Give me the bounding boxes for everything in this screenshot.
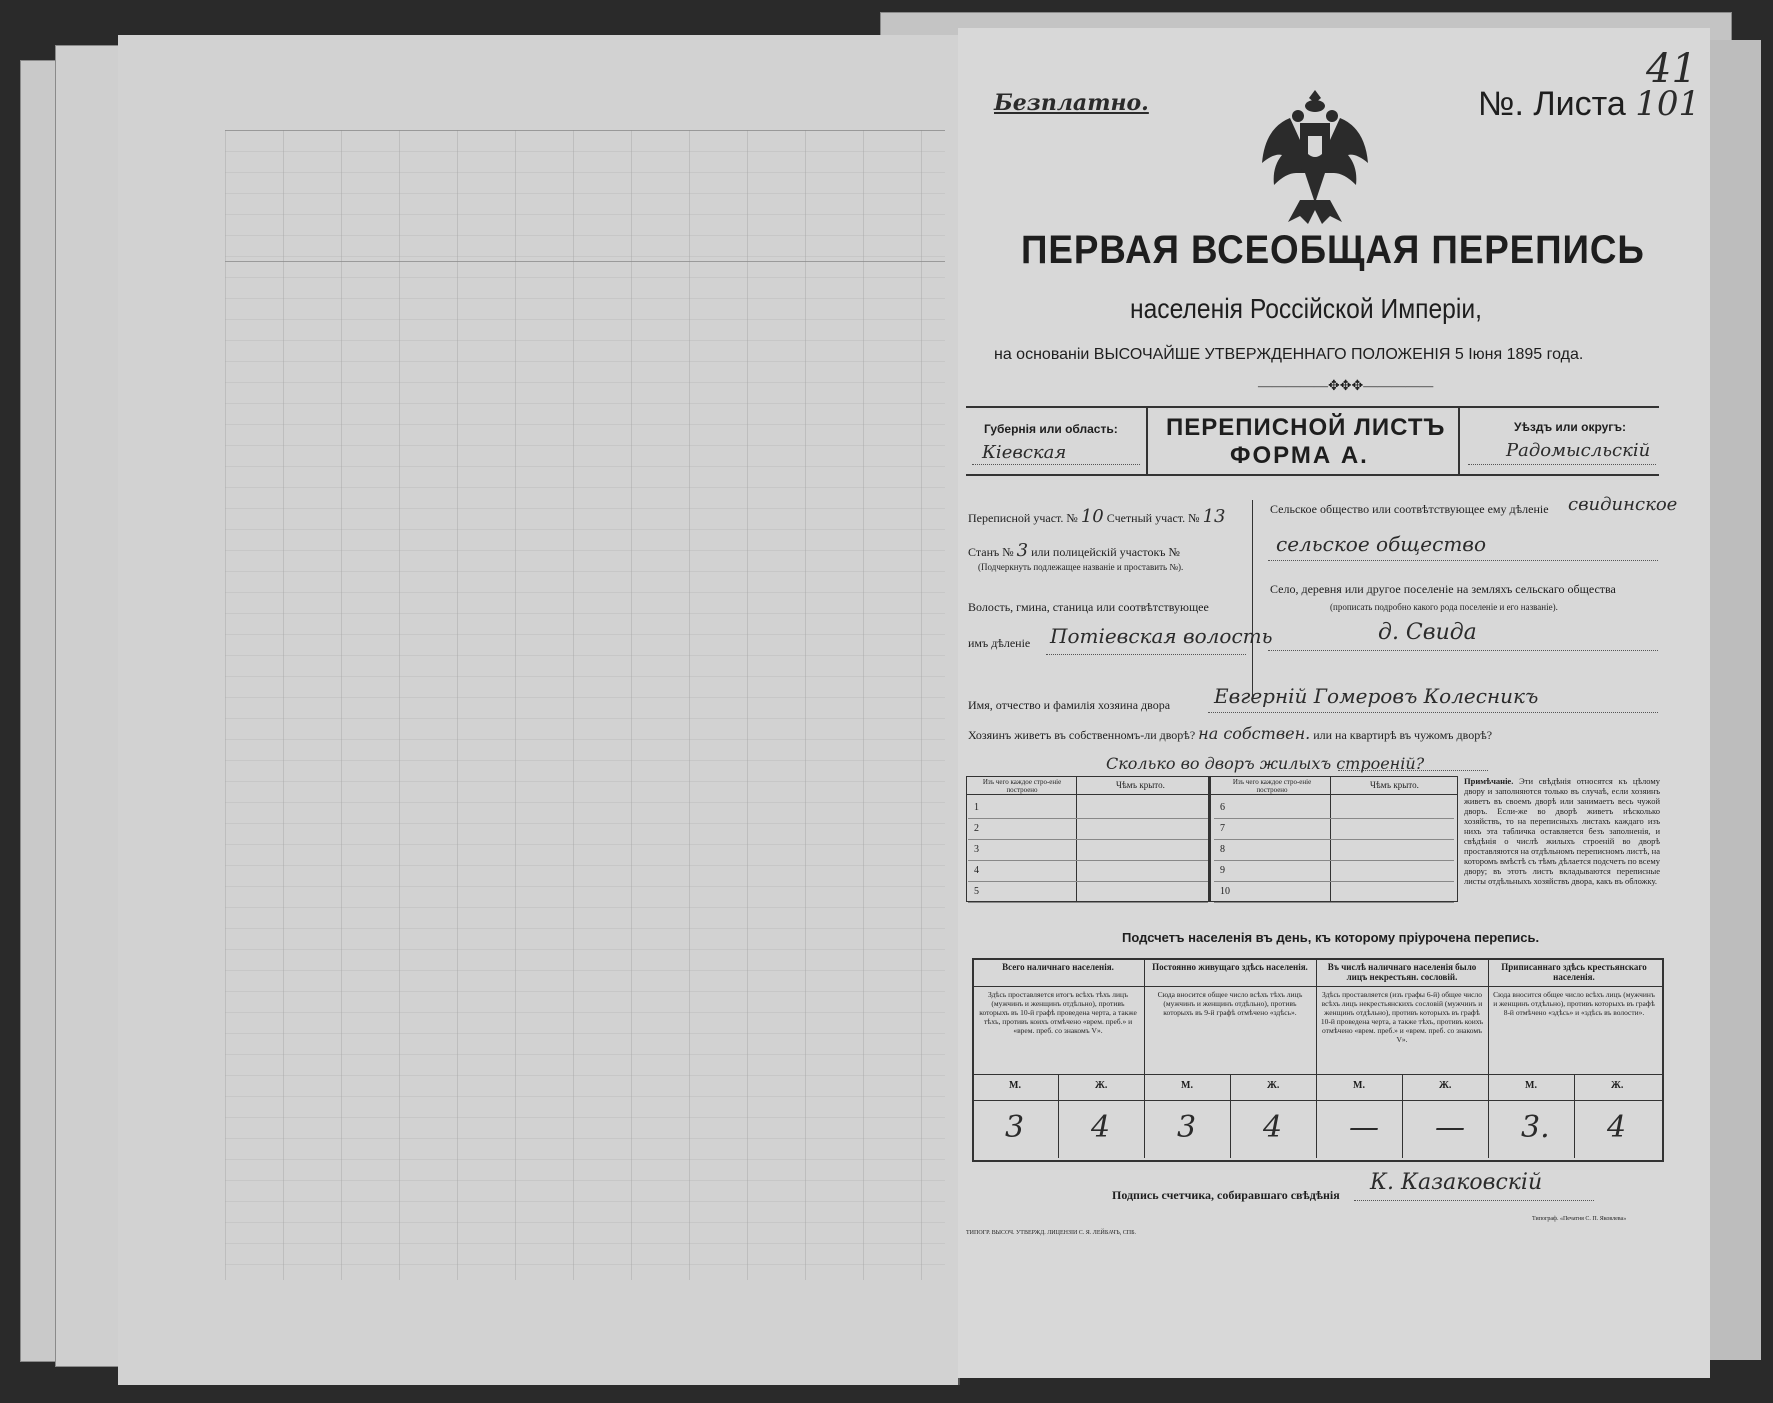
district-label: Уѣздъ или округъ:: [1514, 420, 1627, 434]
count-female-label: Ж.: [1267, 1080, 1280, 1091]
double-headed-eagle-icon: [1260, 88, 1370, 228]
buildings-right-row-number: 10: [1220, 886, 1230, 897]
count-male-value: —: [1349, 1110, 1379, 1145]
village-label: Село, деревня или другое поселеніе на земляхъ сельскаго общества: [1270, 582, 1616, 596]
volost-label-line2: имъ дѣленіе: [968, 636, 1031, 650]
count-table-row-rule: [972, 1100, 1662, 1101]
province-value: Кіевская: [982, 442, 1067, 463]
count-female-label: Ж.: [1095, 1080, 1108, 1091]
buildings-right-row-number: 6: [1220, 802, 1225, 813]
count-sex-split-rule: [1230, 1074, 1231, 1158]
count-table-row-rule: [972, 986, 1662, 987]
buildings-right-row-rule: [1214, 902, 1454, 903]
count-male-label: М.: [1181, 1080, 1193, 1091]
owner-name-label: Имя, отчество и фамилія хозяина двора: [968, 698, 1171, 712]
buildings-left-row-number: 1: [974, 802, 979, 813]
buildings-left-row-rule: [968, 818, 1208, 819]
corner-folio-number: 41: [1646, 46, 1697, 92]
signature-underline: [1354, 1200, 1594, 1201]
buildings-right-row-rule: [1214, 860, 1454, 861]
count-female-value: 4: [1091, 1110, 1111, 1145]
free-label: Безплатно.: [994, 90, 1149, 116]
buildings-col-material-left: Изъ чего каждое стро-еніе построено: [982, 778, 1062, 794]
buildings-col-material-right: Изъ чего каждое стро-еніе построено: [1232, 778, 1312, 794]
village-note: (прописать подробно какого рода поселеніе и его названіе).: [1330, 602, 1558, 612]
location-fields-divider: [1252, 500, 1253, 700]
buildings-col-roof-right: Чѣмъ крыто.: [1370, 780, 1419, 790]
count-column-desc: Здѣсь проставляется (изъ графы 6-й) общее число всѣхъ лицъ некрестьянскихъ сословій (мужчинъ и женщинъ отдѣльно), противъ которыхъ въ графѣ 10-й проведена черта, а также тѣхъ, противъ коихъ отмѣчено «врем. преб.» и «врем. преб. со знакомъ V».: [1320, 990, 1484, 1044]
left-page: [118, 35, 960, 1385]
count-column-head: Всего наличнаго населенія.: [1002, 962, 1114, 972]
imprint-left: ТИПОГР. ВЫСОЧ. УТВЕРЖД. ЛИЦЕНЗІИ С. Я. ЛЕЙБАЧЪ, СПБ.: [966, 1230, 1137, 1236]
society-value-underline: [1268, 560, 1658, 561]
district-value: Радомысльскій: [1506, 440, 1651, 461]
owner-name-underline: [1208, 712, 1658, 713]
buildings-right-row-number: 8: [1220, 844, 1225, 855]
note-block: [1464, 776, 1660, 886]
province-value-line: [972, 464, 1140, 465]
society-value-line1: свидинское: [1568, 494, 1678, 515]
count-sex-split-rule: [1058, 1074, 1059, 1158]
count-male-value: 3: [1005, 1110, 1025, 1145]
count-male-value: 3: [1177, 1110, 1197, 1145]
buildings-right-row-number: 7: [1220, 823, 1225, 834]
count-column-head: Приписаннаго здѣсь крестьянскаго населенія.: [1501, 962, 1647, 982]
owner-lives-field: [968, 724, 1492, 743]
stan-value: 3: [1016, 540, 1029, 561]
count-male-value: 3.: [1521, 1110, 1550, 1145]
count-column-rule: [1488, 958, 1489, 1158]
buildings-left-row-number: 3: [974, 844, 979, 855]
signature-value: К. Казаковскій: [1370, 1170, 1543, 1195]
count-female-value: 4: [1263, 1110, 1283, 1145]
volost-label-line1: Волость, гмина, станица или соотвѣтствующее: [968, 600, 1209, 614]
count-column-desc: Сюда вносится общее число всѣхъ тѣхъ лицъ (мужчинъ и женщинъ отдѣльно), противъ которыхъ въ 9-й графѣ отмѣчено «здѣсь».: [1157, 990, 1303, 1017]
buildings-left-row-number: 2: [974, 823, 979, 834]
census-basis-line: на основаніи ВЫСОЧАЙШЕ УТВЕРЖДЕННАГО ПОЛОЖЕНІЯ 5 Іюня 1895 года.: [994, 346, 1584, 363]
buildings-right-row-number: 9: [1220, 865, 1225, 876]
count-male-label: М.: [1009, 1080, 1021, 1091]
buildings-right-row-rule: [1214, 881, 1454, 882]
count-sex-split-rule: [1574, 1074, 1575, 1158]
buildings-count-label: Сколько во дворъ жилыхъ строеній?: [1106, 754, 1425, 773]
volost-value-line: [1046, 654, 1246, 655]
form-title-line2: ФОРМА А.: [1230, 442, 1369, 469]
owner-lives-rest: или на квартирѣ въ чужомъ дворѣ?: [1313, 728, 1493, 742]
form-header-divider-right: [1458, 406, 1460, 474]
census-district-value: 10: [1080, 506, 1104, 527]
buildings-count-underline: [1338, 770, 1488, 771]
sheet-number-value: 101: [1635, 84, 1701, 124]
stan-note: (Подчеркнуть подлежащее названіе и проставить №).: [978, 562, 1184, 572]
census-subtitle: населенія Россійской Имперіи,: [1130, 293, 1482, 324]
count-sex-split-rule: [1402, 1074, 1403, 1158]
census-main-title: ПЕРВАЯ ВСЕОБЩАЯ ПЕРЕПИСЬ: [1021, 228, 1645, 272]
count-column-head: Въ числѣ наличнаго населенія было лицъ некрестьян. сословій.: [1327, 962, 1477, 982]
buildings-table-header-rule: [966, 794, 1458, 795]
sheet-number-prefix: №. Листа: [1478, 85, 1626, 123]
stan-field: [968, 540, 1180, 561]
buildings-left-row-number: 5: [974, 886, 979, 897]
count-column-rule: [1144, 958, 1145, 1158]
district-value-line: [1468, 464, 1656, 465]
count-table-row-rule: [972, 1074, 1662, 1075]
census-district-label-text: Переписной участ. №: [968, 511, 1078, 525]
owner-lives-value: на собствен.: [1198, 724, 1311, 743]
population-count-table: [972, 958, 1664, 1162]
signature-label: Подпись счетчика, собиравшаго свѣдѣнія: [1112, 1188, 1340, 1202]
count-male-label: М.: [1525, 1080, 1537, 1091]
owner-lives-label: Хозяинъ живетъ въ собственномъ-ли дворѣ?: [968, 728, 1196, 742]
count-column-head: Постоянно живущаго здѣсь населенія.: [1152, 962, 1308, 972]
owner-name-value: Евгерній Гомеровъ Колесникъ: [1214, 684, 1539, 708]
buildings-right-row-rule: [1214, 839, 1454, 840]
village-value: д. Свида: [1378, 620, 1477, 645]
province-label: Губернія или область:: [984, 422, 1118, 436]
buildings-left-row-rule: [968, 839, 1208, 840]
buildings-col-roof-left: Чѣмъ крыто.: [1116, 780, 1165, 790]
count-district-value: 13: [1202, 506, 1226, 527]
count-column-rule: [1316, 958, 1317, 1158]
count-female-label: Ж.: [1611, 1080, 1624, 1091]
buildings-right-row-rule: [1214, 818, 1454, 819]
society-label: Сельское общество или соотвѣтствующее ему дѣленіе: [1270, 502, 1549, 516]
imprint-right: Типограф. «Печатня С. П. Яковлева»: [1532, 1216, 1627, 1222]
note-text: Эти свѣдѣнія относятся къ цѣлому двору и заполняются только въ случаѣ, если хозяинъ живетъ въ своемъ дворѣ или занимаетъ весь чужой дворъ. Если-же во дворѣ живетъ нѣсколько хозяйствъ, то на переписныхъ листахъ каждаго изъ нихъ эта табличка оставляется безъ заполненія, и свѣдѣнія о числѣ жилыхъ строеній во дворѣ проставляются на отдѣльномъ переписномъ листѣ, на которомъ вмѣстѣ съ тѣмъ дѣлается подсчетъ по всему двору; въ этотъ листъ вкладываются переписные листы отдѣльныхъ хозяйствъ двора, какъ въ обложку.: [1464, 776, 1661, 886]
left-page-ruled-grid: [225, 130, 945, 1280]
count-column-desc: Здѣсь проставляется итогъ всѣхъ тѣхъ лицъ (мужчинъ и женщинъ отдѣльно), противъ которыхъ въ 10-й графѣ проведена черта, а также тѣхъ, противъ коихъ отмѣчено «врем. преб.» и «врем. преб. со знакомъ V».: [979, 990, 1137, 1035]
census-district-label: [968, 506, 1225, 527]
count-column-desc: Сюда вносится общее число всѣхъ лицъ (мужчинъ и женщинъ отдѣльно), противъ которыхъ въ графѣ 8-й отмѣчено «здѣсь» и «здѣсь въ волости».: [1493, 990, 1655, 1017]
ornament-divider: —————✥✥✥—————: [1258, 379, 1434, 394]
buildings-left-row-rule: [968, 902, 1208, 903]
society-value-line2: сельское общество: [1276, 532, 1486, 556]
count-female-value: 4: [1607, 1110, 1627, 1145]
note-label: Примѣчаніе.: [1464, 776, 1514, 786]
village-value-underline: [1268, 650, 1658, 651]
count-district-label-text: Счетный участ. №: [1106, 511, 1200, 525]
stan-rest-label: или полицейскій участокъ №: [1031, 545, 1180, 559]
stan-label: Станъ №: [968, 545, 1014, 559]
count-female-value: —: [1435, 1110, 1465, 1145]
census-form-page: [958, 28, 1710, 1378]
buildings-left-row-rule: [968, 881, 1208, 882]
count-female-label: Ж.: [1439, 1080, 1452, 1091]
volost-value: Потіевская волость: [1050, 624, 1273, 648]
buildings-left-row-rule: [968, 860, 1208, 861]
form-header-divider-left: [1146, 406, 1148, 474]
count-section-title: Подсчетъ населенія въ день, къ которому пріурочена перепись.: [1122, 930, 1540, 945]
buildings-left-row-number: 4: [974, 865, 979, 876]
count-male-label: М.: [1353, 1080, 1365, 1091]
form-title-line1: ПЕРЕПИСНОЙ ЛИСТЪ: [1166, 414, 1446, 441]
